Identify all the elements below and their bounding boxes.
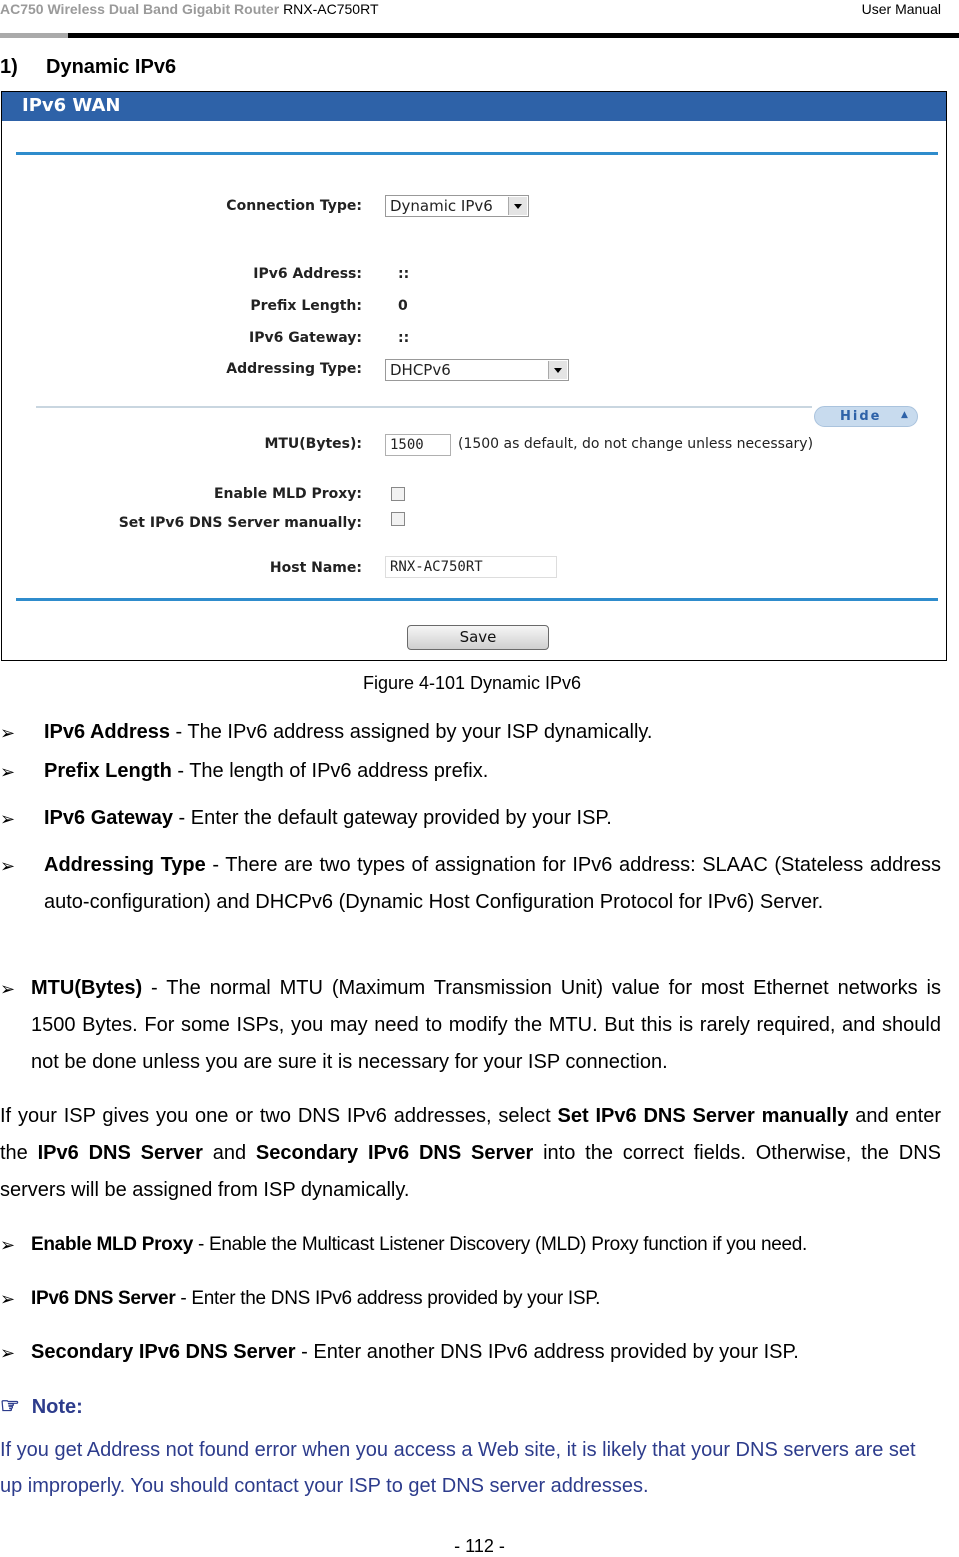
- ipv6-gateway-label: IPv6 Gateway:: [248, 330, 362, 346]
- ipv6-address-label: IPv6 Address:: [253, 266, 362, 282]
- list-item: IPv6 Gateway - Enter the default gateway provided by your ISP.: [44, 807, 612, 829]
- addressing-type-value: DHCPv6: [390, 361, 451, 379]
- connection-type-label: Connection Type:: [226, 198, 362, 214]
- note-heading: [0, 1393, 83, 1419]
- list-item: MTU(Bytes) - The normal MTU (Maximum Transmission Unit) value for most Ethernet networks is 1500 Bytes. For some ISPs, you may need to modify the MTU. But this is rarely required, and should not be done unless you are sure it is necessary for your ISP connection.: [31, 977, 941, 1073]
- section-number: 1): [0, 56, 18, 78]
- top-divider: [16, 152, 938, 155]
- ipv6-gateway-value: ::: [398, 330, 410, 346]
- arrow-bullet-icon: ➢: [0, 809, 16, 829]
- list-item: IPv6 Address - The IPv6 address assigned by your ISP dynamically.: [44, 721, 653, 743]
- mtu-input[interactable]: 1500: [385, 434, 451, 456]
- page-number: - 112 -: [454, 1536, 505, 1556]
- ipv6-wan-title-bar: [2, 92, 946, 121]
- list-item: IPv6 DNS Server - Enter the DNS IPv6 address provided by your ISP.: [31, 1288, 601, 1309]
- chevron-down-icon: [508, 197, 527, 215]
- chevron-up-icon: ▲: [901, 410, 910, 420]
- connection-type-select[interactable]: [385, 195, 529, 217]
- ipv6-wan-title: IPv6 WAN: [22, 95, 121, 116]
- save-button[interactable]: Save: [407, 625, 549, 650]
- arrow-bullet-icon: ➢: [0, 979, 16, 999]
- arrow-bullet-icon: ➢: [0, 723, 16, 743]
- arrow-bullet-icon: ➢: [0, 856, 16, 876]
- host-name-input[interactable]: RNX-AC750RT: [385, 556, 557, 578]
- header-brand: AC750 Wireless Dual Band Gigabit Router: [0, 1, 280, 17]
- section-title-text: Dynamic IPv6: [46, 56, 177, 78]
- chevron-down-icon: [548, 361, 567, 379]
- ipv6-address-value: ::: [398, 266, 410, 282]
- addressing-type-select[interactable]: [385, 359, 569, 381]
- connection-type-value: Dynamic IPv6: [390, 197, 493, 215]
- arrow-bullet-icon: ➢: [0, 1343, 16, 1363]
- header-right: User Manual: [861, 1, 941, 17]
- arrow-bullet-icon: ➢: [0, 762, 16, 782]
- prefix-length-label: Prefix Length:: [250, 298, 362, 314]
- mtu-hint: (1500 as default, do not change unless necessary): [458, 436, 814, 452]
- arrow-bullet-icon: ➢: [0, 1235, 16, 1255]
- mtu-label: MTU(Bytes):: [264, 436, 362, 452]
- note-body: If you get Address not found error when you access a Web site, it is likely that your DNS servers are set up improperly. You should contact your ISP to get DNS server addresses.: [0, 1439, 916, 1497]
- section-title: [0, 56, 176, 79]
- dns-manual-label: Set IPv6 DNS Server manually:: [118, 515, 362, 531]
- list-item: Prefix Length - The length of IPv6 address prefix.: [44, 760, 489, 782]
- pointing-hand-icon: ☞: [0, 1393, 20, 1418]
- list-item: Addressing Type - There are two types of assignation for IPv6 address: SLAAC (Stateless address auto-configuration) and DHCPv6 (Dynamic Host Configuration Protocol for IPv6) Server.: [44, 854, 941, 913]
- ipv6-wan-screenshot: [1, 91, 947, 661]
- hide-advanced-button[interactable]: [814, 406, 918, 427]
- dns-paragraph: If your ISP gives you one or two DNS IPv6 addresses, select Set IPv6 DNS Server manually and enter the IPv6 DNS Server and Secondary IPv6 DNS Server into the correct fields. Otherwise, the DNS servers will be assigned from ISP dynamically.: [0, 1105, 941, 1201]
- prefix-length-value: 0: [398, 298, 408, 314]
- advanced-divider: [36, 406, 812, 408]
- header-rule: [0, 33, 959, 38]
- host-name-label: Host Name:: [269, 560, 362, 576]
- bottom-divider: [16, 598, 938, 601]
- list-item: Secondary IPv6 DNS Server - Enter another DNS IPv6 address provided by your ISP.: [31, 1341, 799, 1363]
- addressing-type-label: Addressing Type:: [226, 361, 362, 377]
- enable-mld-proxy-label: Enable MLD Proxy:: [213, 486, 362, 502]
- hide-label: Hide: [840, 409, 882, 424]
- dns-manual-checkbox[interactable]: [391, 512, 405, 526]
- list-item: Enable MLD Proxy - Enable the Multicast Listener Discovery (MLD) Proxy function if you need.: [31, 1234, 808, 1255]
- arrow-bullet-icon: ➢: [0, 1289, 16, 1309]
- page-header: [0, 0, 959, 20]
- enable-mld-proxy-checkbox[interactable]: [391, 487, 405, 501]
- figure-caption: Figure 4-101 Dynamic IPv6: [362, 673, 582, 693]
- header-model: RNX-AC750RT: [283, 1, 379, 17]
- note-title: Note:: [31, 1396, 83, 1418]
